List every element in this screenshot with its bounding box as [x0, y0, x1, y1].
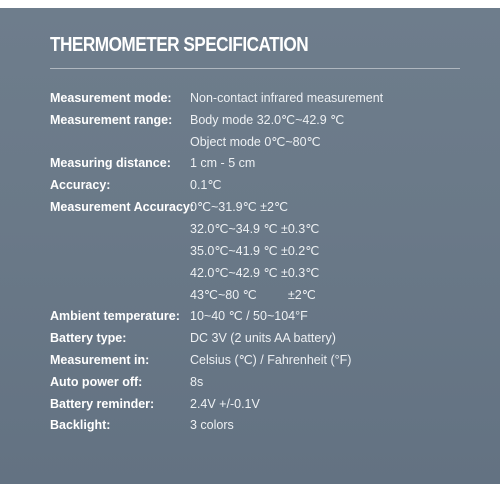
- spec-row: [0, 285, 500, 305]
- spec-row: [0, 241, 500, 261]
- spec-value: 43℃~80 ℃ ±2℃: [190, 288, 316, 302]
- spec-value: 0.1℃: [190, 178, 222, 192]
- spec-row: [0, 372, 500, 392]
- spec-value: DC 3V (2 units AA battery): [190, 331, 336, 345]
- spec-value: 32.0℃~34.9 ℃ ±0.3℃: [190, 222, 320, 236]
- spec-row: [0, 328, 500, 348]
- spec-value: 1 cm - 5 cm: [190, 156, 256, 170]
- spec-label: Backlight:: [50, 418, 111, 432]
- spec-label: Measurement Accuracy:: [50, 200, 195, 214]
- spec-row: [0, 132, 500, 152]
- spec-label: Battery reminder:: [50, 397, 155, 411]
- spec-value: 42.0℃~42.9 ℃ ±0.3℃: [190, 266, 320, 280]
- spec-label: Measurement mode:: [50, 91, 172, 105]
- spec-value: 10~40 ℃ / 50~104°F: [190, 309, 308, 323]
- spec-panel: [0, 8, 500, 484]
- spec-value: 0℃~31.9℃ ±2℃: [190, 200, 288, 214]
- spec-label: Battery type:: [50, 331, 127, 345]
- spec-row: [0, 263, 500, 283]
- spec-label: Measurement range:: [50, 113, 173, 127]
- spec-row: [0, 197, 500, 217]
- spec-value: 35.0℃~41.9 ℃ ±0.2℃: [190, 244, 320, 258]
- spec-row: [0, 306, 500, 326]
- spec-value: 2.4V +/-0.1V: [190, 397, 260, 411]
- spec-value: Celsius (℃) / Fahrenheit (°F): [190, 353, 352, 367]
- spec-row: [0, 153, 500, 173]
- spec-value: 3 colors: [190, 418, 234, 432]
- spec-row: [0, 350, 500, 370]
- spec-label: Measurement in:: [50, 353, 150, 367]
- spec-row: [0, 394, 500, 414]
- spec-label: Measuring distance:: [50, 156, 171, 170]
- spec-value: Object mode 0℃~80℃: [190, 135, 321, 149]
- spec-value: Body mode 32.0℃~42.9 ℃: [190, 113, 345, 127]
- spec-value: 8s: [190, 375, 204, 389]
- spec-label: Ambient temperature:: [50, 309, 180, 323]
- spec-row: [0, 415, 500, 435]
- spec-row: [0, 110, 500, 130]
- spec-label: Accuracy:: [50, 178, 111, 192]
- page-title: THERMOMETER SPECIFICATION: [50, 34, 309, 56]
- spec-row: [0, 219, 500, 239]
- spec-row: [0, 175, 500, 195]
- spec-value: Non-contact infrared measurement: [190, 91, 384, 105]
- title-divider: [50, 68, 460, 69]
- spec-row: [0, 88, 500, 108]
- spec-label: Auto power off:: [50, 375, 143, 389]
